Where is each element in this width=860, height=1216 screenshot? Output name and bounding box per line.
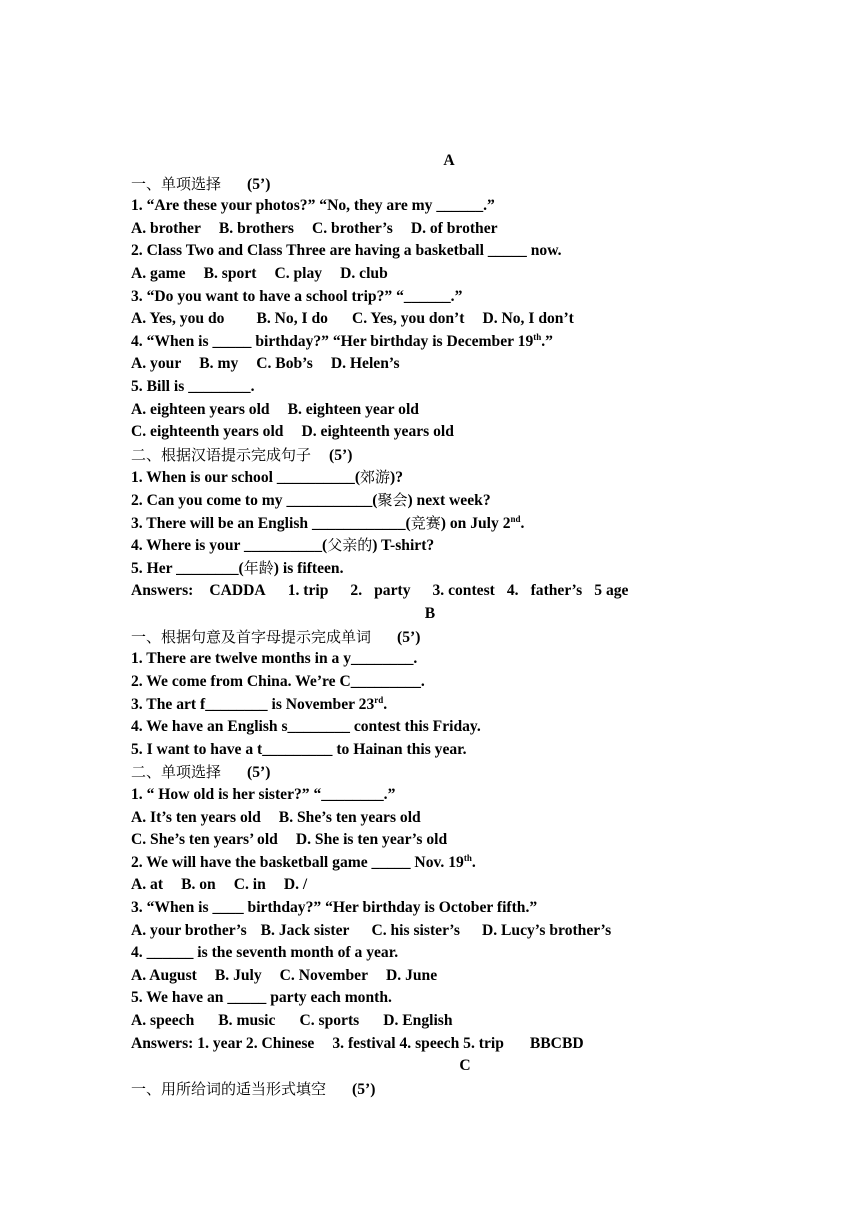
section-b-part1-title: 一、根据句意及首字母提示完成单词 (5’) <box>131 627 421 646</box>
question-b3: 3. “When is ____ birthday?” “Her birthday is October fifth.” <box>131 899 538 916</box>
options-b2: A. at B. on C. in D. / <box>131 876 308 894</box>
sentence-a5: 5. Her ________(年龄) is fifteen. <box>131 558 344 577</box>
sentence-a4: 4. Where is your __________(父亲的) T-shirt? <box>131 536 435 555</box>
question-a3: 3. “Do you want to have a school trip?” “______.” <box>131 287 463 305</box>
section-a-part2-title: 二、根据汉语提示完成句子 (5’) <box>131 445 353 464</box>
question-b4: 4. ______ is the seventh month of a year. <box>131 944 399 962</box>
options-a2: A. game B. sport C. play D. club <box>131 264 388 282</box>
question-b2: 2. We will have the basketball game _____ Nov. 19th. <box>131 852 476 871</box>
options-b1-row2: C. She’s ten years’ old D. She is ten year’s old <box>131 831 448 849</box>
section-c-part1-title: 一、用所给词的适当形式填空 (5’) <box>131 1079 376 1098</box>
question-b5: 5. We have an _____ party each month. <box>131 989 392 1007</box>
section-a-part1-title: 一、单项选择 (5’) <box>131 174 271 193</box>
options-b1-row1: A. It’s ten years old B. She’s ten years old <box>131 808 421 826</box>
word-b5: 5. I want to have a t_________ to Hainan this year. <box>131 740 467 758</box>
section-a-heading: A <box>443 152 455 169</box>
options-a5-row2: C. eighteenth years old D. eighteenth years old <box>131 423 454 441</box>
answers-a: Answers: CADDA 1. trip 2. party 3. contest 4. father’s 5 age <box>131 582 629 600</box>
options-a5-row1: A. eighteen years old B. eighteen year old <box>131 400 419 418</box>
sentence-a3: 3. There will be an English ____________(竞赛) on July 2nd. <box>131 513 525 532</box>
question-b1: 1. “ How old is her sister?” “________.” <box>131 786 396 804</box>
question-a5: 5. Bill is ________. <box>131 377 255 395</box>
word-b2: 2. We come from China. We’re C_________. <box>131 673 425 691</box>
word-b4: 4. We have an English s________ contest this Friday. <box>131 718 481 736</box>
section-b-part2-title: 二、单项选择 (5’) <box>131 763 271 782</box>
options-b5: A. speech B. music C. sports D. English <box>131 1011 453 1029</box>
answers-b: Answers: 1. year 2. Chinese 3. festival 4. speech 5. trip BBCBD <box>131 1034 584 1052</box>
section-b-heading: B <box>424 605 436 623</box>
sentence-a1: 1. When is our school __________(郊游)? <box>131 468 404 487</box>
sentence-a2: 2. Can you come to my ___________(聚会) next week? <box>131 490 491 509</box>
worksheet <box>131 150 771 1100</box>
question-a2: 2. Class Two and Class Three are having a basketball _____ now. <box>131 242 562 260</box>
word-b1: 1. There are twelve months in a y________. <box>131 650 418 668</box>
question-a4: 4. “When is _____ birthday?” “Her birthday is December 19th.” <box>131 331 553 350</box>
options-b3: A. your brother’s B. Jack sister C. his sister’s D. Lucy’s brother’s <box>131 921 612 939</box>
options-b4: A. August B. July C. November D. June <box>131 966 438 984</box>
options-a1: A. brother B. brothers C. brother’s D. of brother <box>131 219 498 237</box>
section-c-heading: C <box>459 1057 471 1075</box>
question-a1: 1. “Are these your photos?” “No, they are my ______.” <box>131 197 495 215</box>
options-a4: A. your B. my C. Bob’s D. Helen’s <box>131 355 400 373</box>
options-a3: A. Yes, you do B. No, I do C. Yes, you don’t D. No, I don’t <box>131 310 574 328</box>
word-b3: 3. The art f________ is November 23rd. <box>131 694 388 713</box>
